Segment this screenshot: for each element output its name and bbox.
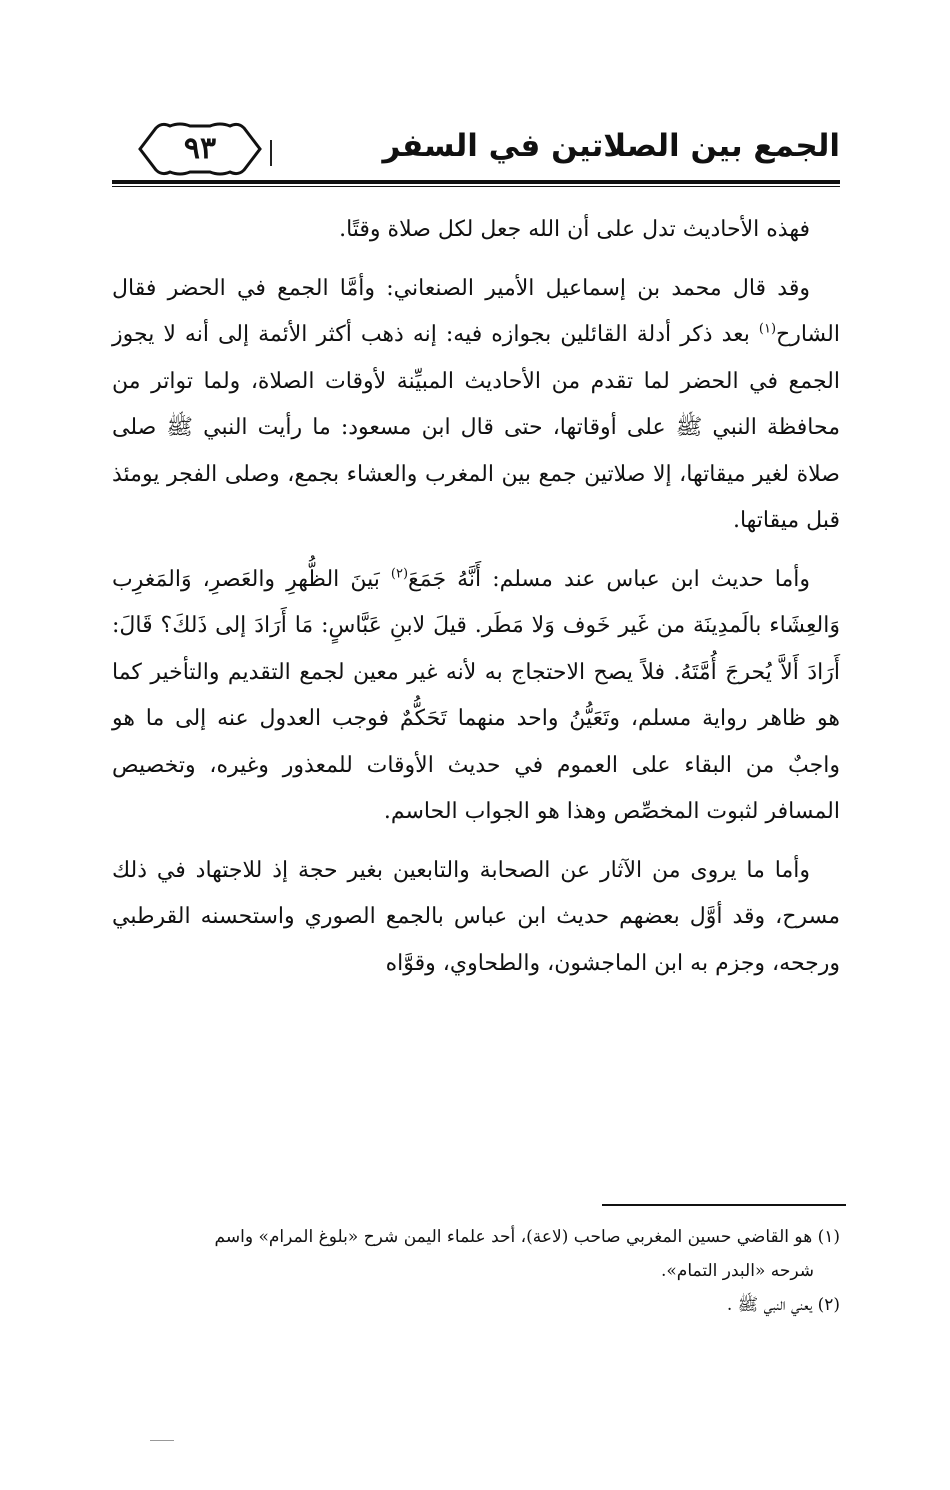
paragraph-2-part-1: وقد قال محمد بن إسماعيل الأمير الصنعاني: وأمَّا الجمع في الحضر فقال الشارح xyxy=(112,275,840,347)
footnote-1-continuation: شرحه «البدر التمام». xyxy=(661,1261,814,1281)
footnote-2 xyxy=(112,1288,840,1322)
paragraph-3-part-2: بَينَ الظُّهرِ والعَصرِ، وَالمَغرِب وَالعِشَاء بالَمدِينَة من غَير خَوف وَلا مَطَر. قيلَ لابنِ عَبَّاسٍ: مَا أَرَادَ إلى ذَلكَ؟ قَالَ: أَرَادَ أَلاَّ يُحرجَ أُمَّتَهُ. فلاً يصح الاحتجاج به لأنه غير معين لجمع التقديم والتأخير كما هو ظاهر رواية مسلم، وتَعَيُّنُ واحد منهما تَحَكُّمٌ فوجب العدول عنه إلى ما هو واجبٌ من البقاء على العموم في حديث الأوقات للمعذور وغيره، وتخصيص المسافر لثبوت المخصِّص وهذا هو الجواب الحاسم. xyxy=(112,566,840,824)
footnote-1-text: هو القاضي حسين المغربي صاحب (لاعة)، أحد علماء اليمن شرح «بلوغ المرام» واسم xyxy=(214,1227,818,1247)
paragraph-2 xyxy=(112,266,840,545)
footnote-1-marker: (١) xyxy=(817,1227,840,1247)
page-number-badge xyxy=(136,120,264,178)
main-text xyxy=(112,207,840,987)
footnote-ref-2[interactable]: (٢) xyxy=(390,566,409,582)
footnote-1 xyxy=(112,1220,840,1254)
paragraph-4: وأما ما يروى من الآثار عن الصحابة والتابعين بغير حجة إذ للاجتهاد في ذلك مسرح، وقد أوَّل بعضهم حديث ابن عباس بالجمع الصوري واستحسنه القرطبي ورجحه، وجزم به ابن الماجشون، والطحاوي، وقوَّاه xyxy=(112,857,840,976)
header-divider xyxy=(270,140,272,166)
paragraph-3 xyxy=(112,557,840,836)
footnote-2-marker: (٢) xyxy=(817,1295,840,1315)
footnote-2-text: يعني النبي ﷺ . xyxy=(726,1295,818,1315)
running-title: الجمع بين الصلاتين في السفر xyxy=(382,128,840,164)
footnotes xyxy=(112,1220,840,1322)
page-header xyxy=(112,118,840,188)
footnote-separator xyxy=(602,1204,846,1206)
header-rule-thin xyxy=(112,186,840,187)
paragraph-1: فهذه الأحاديث تدل على أن الله جعل لكل صلاة وقتًا. xyxy=(339,217,810,242)
paragraph-2-part-2: بعد ذكر أدلة القائلين بجوازه فيه: إنه ذهب أكثر الأئمة إلى أنه لا يجوز الجمع في الحضر لما تقدم من الأحاديث المبيِّنة لأوقات الصلاة، ولما تواتر من محافظة النبي ﷺ على أوقاتها، حتى قال ابن مسعود: ما رأيت النبي ﷺ صلى صلاة لغير ميقاتها، إلا صلاتين جمع بين المغرب والعشاء بجمع، وصلى الفجر يومئذ قبل ميقاتها. xyxy=(112,322,840,533)
paragraph-3-part-1: وأما حديث ابن عباس عند مسلم: أَنَّهُ جَمَعَ xyxy=(408,566,810,592)
page-bottom-mark xyxy=(150,1440,174,1441)
header-rule-thick xyxy=(112,180,840,184)
footnote-ref-1[interactable]: (١) xyxy=(758,321,777,337)
page-number: ٩٣ xyxy=(183,131,217,166)
